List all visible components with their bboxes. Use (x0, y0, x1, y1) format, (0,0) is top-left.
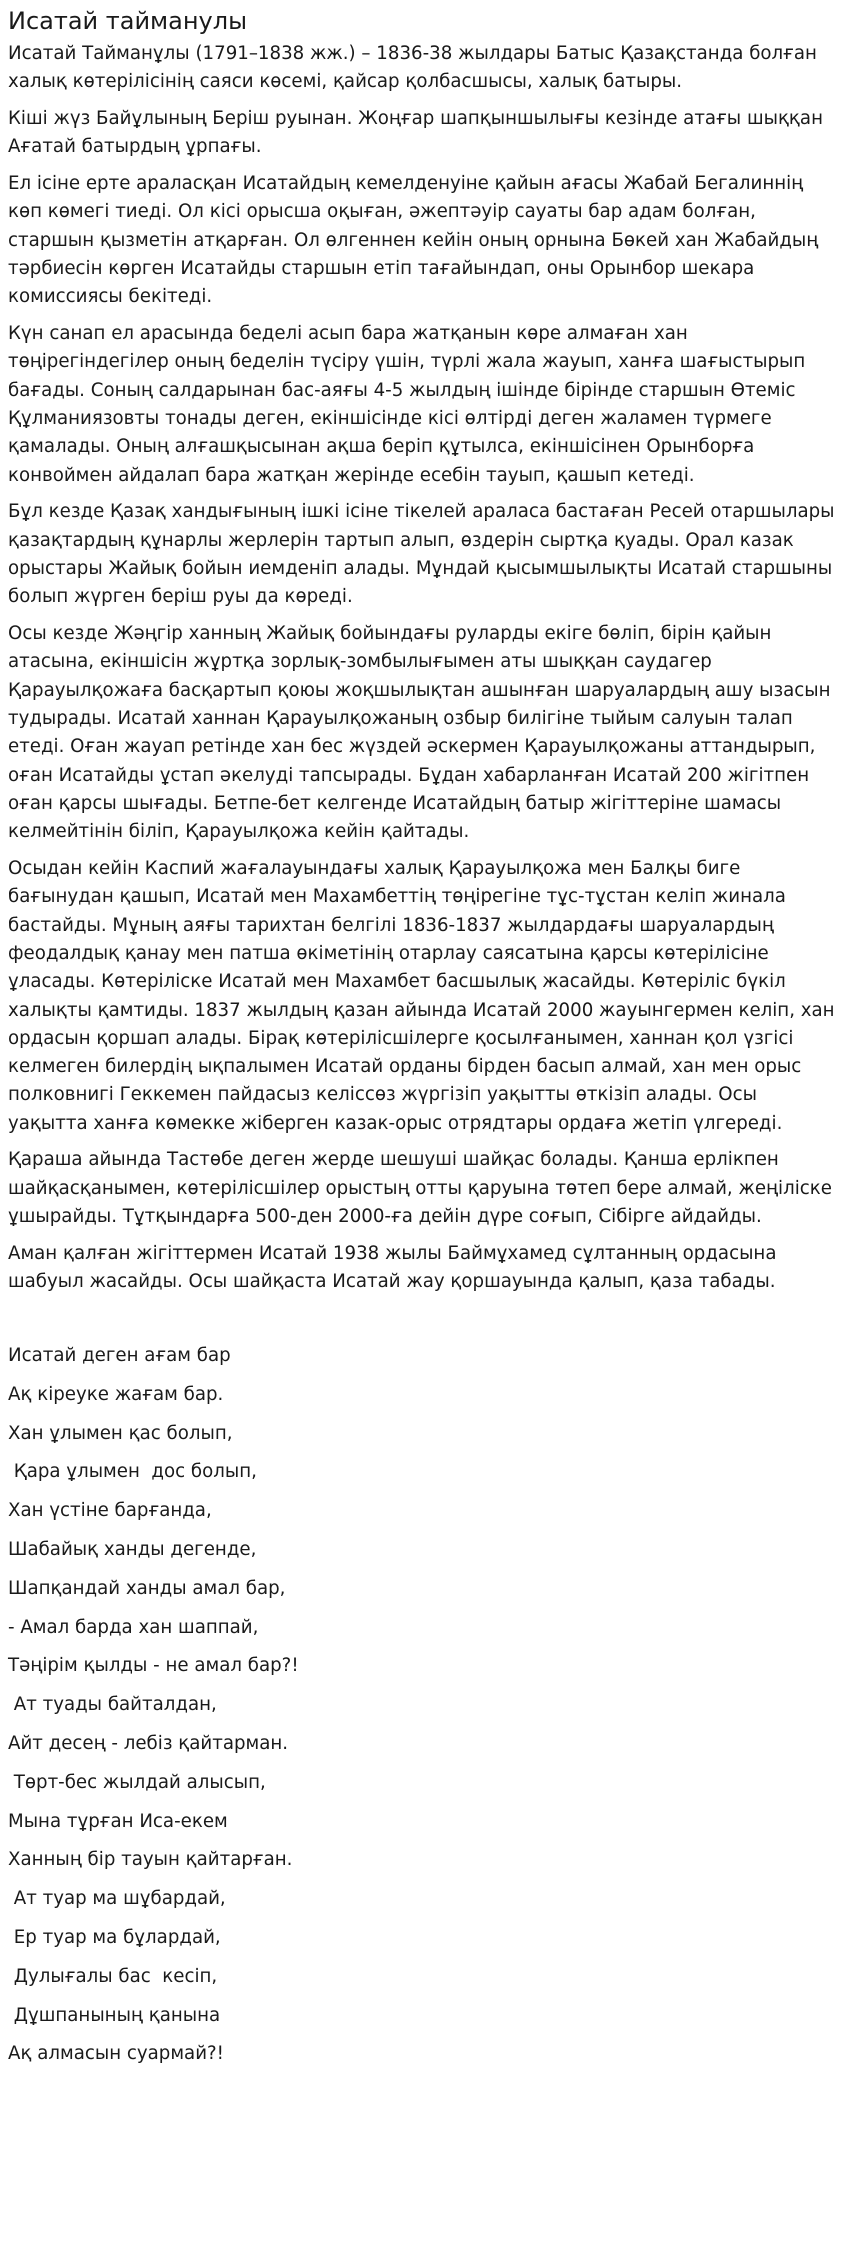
poem-line: Шабайық ханды дегенде, (8, 1538, 257, 1560)
poem-line: Ат туады байталдан, (8, 1694, 217, 1716)
page-title: Исатай тайманулы (8, 7, 248, 35)
poem-line: Шапқандай ханды амал бар, (8, 1577, 286, 1599)
poem-line: Дулығалы бас кесіп, (8, 1965, 218, 1987)
poem-line: Хан ұлымен қас болып, (8, 1422, 233, 1444)
paragraph-2: Кіші жүз Байұлының Беріш руынан. Жоңғар шапқыншылығы кезінде атағы шыққан Ағатай батырдың ұрпағы. (8, 108, 823, 158)
poem-line: Ақ кіреуке жағам бар. (8, 1383, 224, 1405)
poem-line: Ақ алмасын суармай?! (8, 2043, 224, 2065)
poem-line: Айт десең - лебіз қайтарман. (8, 1732, 289, 1754)
paragraph-8: Қараша айында Тастөбе деген жерде шешуші шайқас болады. Қанша ерлікпен шайқасқанымен, көтерілісшілер орыстың отты қаруына төтеп бере алмай, жеңіліске ұшырайды. Тұтқындарға 500-ден 2000-ға дейін дүре соғып, Сібірге айдайды. (8, 1149, 832, 1228)
paragraph-3: Ел ісіне ерте араласқан Исатайдың кемелденуіне қайын ағасы Жабай Бегалиннің көп көмегі тиеді. Ол кісі орысша оқыған, әжептәуір сауаты бар адам болған, старшын қызметін атқарған. Ол өлгеннен кейін оның орнына Бөкей хан Жабайдың тәрбиесін көрген Исатайды старшын етіп тағайындап, оны Орынбор шекара комиссиясы бекітеді. (8, 173, 819, 308)
poem-line: - Амал барда хан шаппай, (8, 1616, 259, 1638)
poem-line: Дұшпанының қанына (8, 2004, 221, 2026)
paragraph-1: Исатай Тайманұлы (1791–1838 жж.) – 1836-38 жылдары Батыс Қазақстанда болған халық көтерілісінің саяси көсемі, қайсар қолбасшысы, халық батыры. (8, 43, 817, 93)
section-spacer (8, 1305, 839, 1342)
article-body (8, 40, 839, 1296)
paragraph-4: Күн санап ел арасында беделі асып бара жатқанын көре алмаған хан төңірегіндегілер оның беделін түсіру үшін, түрлі жала жауып, ханға шағыстырып бағады. Соның салдарынан бас-аяғы 4-5 жылдың ішінде бірінде старшын Өтеміс Құлманиязовты тонады деген, екіншісінде кісі өлтірді деген жаламен түрмеге қамалады. Оның алғашқысынан ақша беріп құтылса, екіншісінен Орынборға конвоймен айдалап бара жатқан жерінде есебін тауып, қашып кетеді. (8, 323, 806, 486)
poem-line: Хан үстіне барғанда, (8, 1500, 212, 1522)
paragraph-7: Осыдан кейін Каспий жағалауындағы халық Қарауылқожа мен Балқы биге бағынудан қашып, Исатай мен Махамбеттің төңірегіне тұс-тұстан келіп жинала бастайды. Мұның аяғы тарихтан белгілі 1836-1837 жылдардағы шаруалардың феодалдық қанау мен патша өкіметінің отарлау саясатына қарсы көтерілісіне ұласады. Көтеріліске Исатай мен Махамбет басшылық жасайды. Көтеріліс бүкіл халықты қамтиды. 1837 жылдың қазан айында Исатай 2000 жауынгермен келіп, хан ордасын қоршап алады. Бірақ көтерілісшілерге қосылғанымен, ханнан қол үзгісі келмеген билердің ықпалымен Исатай орданы бірден басып алмай, хан мен орыс полковнигі Геккемен пайдасыз келіссөз жүргізіп уақытты өткізіп алады. Осы уақытта ханға көмекке жіберген казак-орыс отрядтары ордаға жетіп үлгереді. (8, 858, 835, 1134)
poem-line: Ханның бір тауын қайтарған. (8, 1849, 293, 1871)
paragraph-9: Аман қалған жігіттермен Исатай 1938 жылы Баймұхамед сұлтанның ордасына шабуыл жасайды. Осы шайқаста Исатай жау қоршауында қалып, қаза табады. (8, 1242, 777, 1293)
poem-line: Ер туар ма бұлардай, (8, 1926, 221, 1948)
poem-line: Қара ұлымен дос болып, (8, 1461, 257, 1483)
poem-line: Ат туар ма шұбардай, (8, 1888, 226, 1910)
poem-line: Төрт-бес жылдай алысып, (8, 1771, 266, 1793)
poem-line: Мына тұрған Иса-екем (8, 1810, 228, 1832)
paragraph-6: Осы кезде Жәңгір ханның Жайық бойындағы руларды екіге бөліп, бірін қайын атасына, екіншісін жұртқа зорлық-зомбылығымен аты шыққан саудагер Қарауылқожаға басқартып қоюы жоқшылықтан ашынған шаруалардың ашу ызасын тудырады. Исатай ханнан Қарауылқожаның озбыр билігіне тыйым салуын талап етеді. Оған жауап ретінде хан бес жүздей әскермен Қарауылқожаны аттандырып, оған Исатайды ұстап әкелуді тапсырады. Бұдан хабарланған Исатай 200 жігітпен оған қарсы шығады. Бетпе-бет келгенде Исатайдың батыр жігіттеріне шамасы келмейтінін біліп, Қарауылқожа кейін қайтады. (8, 623, 831, 843)
poem-line: Исатай деген ағам бар (8, 1344, 231, 1366)
paragraph-5: Бұл кезде Қазақ хандығының ішкі ісіне тікелей араласа бастаған Ресей отаршылары қазақтардың құнарлы жерлерін тартып алып, өздерін сыртқа қуады. Орал казак орыстары Жайық бойын иемденіп алады. Мұндай қысымшылықты Исатай старшыны болып жүрген беріш руы да көреді. (8, 501, 835, 608)
poem (8, 1342, 839, 2068)
poem-line: Тәңірім қылды - не амал бар?! (8, 1655, 299, 1677)
